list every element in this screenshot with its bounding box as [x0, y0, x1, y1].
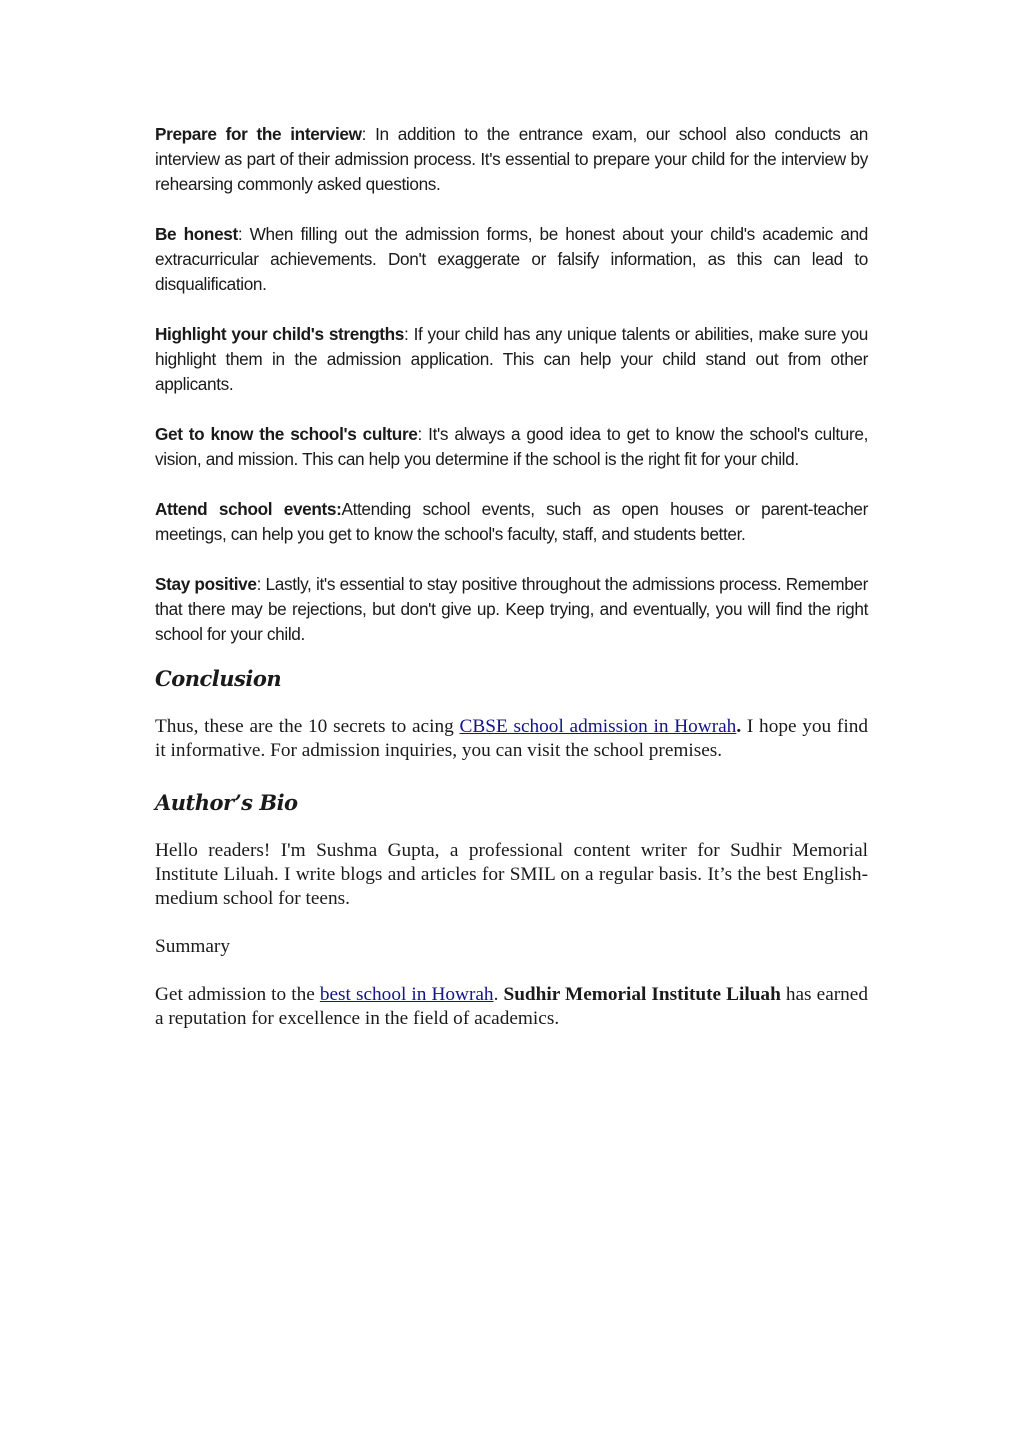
tip-paragraph-events: [155, 497, 868, 547]
summary-text: Get admission to the: [155, 984, 320, 1005]
tip-paragraph-culture: [155, 422, 868, 472]
conclusion-text: Thus, these are the 10 secrets to acing: [155, 716, 460, 737]
tip-separator: :: [404, 324, 414, 344]
tip-title: Stay positive: [155, 574, 257, 594]
tip-body: Lastly, it's essential to stay positive throughout the admissions process. Remember that there may be rejections, but don't give up. Keep trying, and eventually, you will find the right school for your child.: [155, 574, 868, 644]
school-name-bold: Sudhir Memorial Institute Liluah: [503, 984, 781, 1005]
tip-paragraph-honest: [155, 222, 868, 297]
summary-label: Summary: [155, 936, 230, 957]
tip-separator: :: [417, 424, 429, 444]
best-school-link[interactable]: best school in Howrah: [319, 984, 494, 1005]
tip-separator: :: [361, 124, 376, 144]
tip-separator: :: [237, 224, 250, 244]
document-page: [155, 122, 868, 1031]
tip-body: In addition to the entrance exam, our school also conducts an interview as part of their admission process. It's essential to prepare your child for the interview by rehearsing commonly asked questions.: [155, 124, 869, 194]
summary-text-mid: .: [493, 984, 504, 1005]
author-bio-heading: Author’s Bio: [155, 790, 298, 815]
tip-title: Prepare for the interview: [155, 124, 362, 144]
conclusion-text-after: I hope you find it informative. For admission inquiries, you can visit the school premises.: [155, 716, 868, 761]
tip-title: Be honest: [155, 224, 238, 244]
tip-paragraph-interview: [155, 122, 868, 197]
tip-body: Attending school events, such as open houses or parent-teacher meetings, can help you get to know the school's faculty, staff, and students better.: [155, 499, 868, 544]
tip-title: Get to know the school's culture: [155, 424, 418, 444]
summary-paragraph: [155, 983, 868, 1031]
author-bio-paragraph: Hello readers! I'm Sushma Gupta, a professional content writer for Sudhir Memorial Institute Liluah. I write blogs and articles for SMIL on a regular basis. It’s the best English-medium school for teens.: [155, 840, 868, 909]
cbse-admission-link[interactable]: CBSE school admission in Howrah: [459, 716, 737, 737]
tip-body: If your child has any unique talents or abilities, make sure you highlight them in the admission application. This can help your child stand out from other applicants.: [155, 324, 868, 394]
conclusion-period: .: [736, 716, 742, 737]
tip-paragraph-strengths: [155, 322, 868, 397]
conclusion-paragraph: [155, 715, 868, 763]
tip-separator: :: [256, 574, 266, 594]
tip-body: When filling out the admission forms, be honest about your child's academic and extracurricular achievements. Don't exaggerate or falsify information, as this can lead to disqualification.: [155, 224, 868, 294]
tip-paragraph-positive: [155, 572, 868, 647]
tip-body: It's always a good idea to get to know the school's culture, vision, and mission. This can help you determine if the school is the right fit for your child.: [155, 424, 868, 469]
tip-title: Highlight your child's strengths: [155, 324, 404, 344]
summary-text-after: has earned a reputation for excellence in the field of academics.: [155, 984, 869, 1029]
conclusion-heading: Conclusion: [155, 666, 282, 691]
tip-title: Attend school events:: [155, 499, 342, 519]
